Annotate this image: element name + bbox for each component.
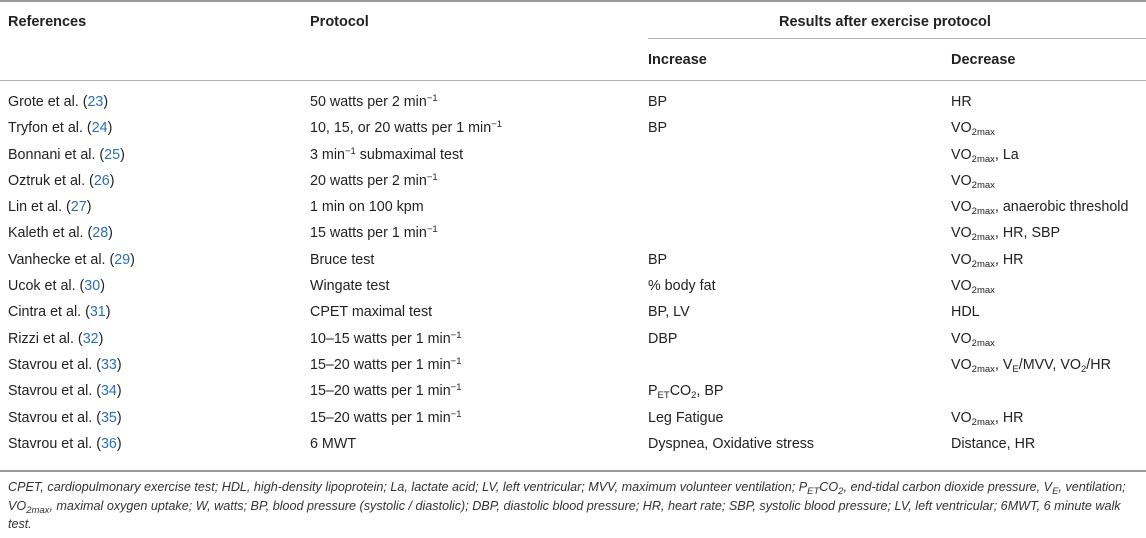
decrease-cell	[951, 120, 995, 139]
decrease-text: VO	[951, 146, 972, 163]
reference-cell	[8, 436, 122, 452]
table-row	[0, 408, 1146, 434]
reference-close: )	[103, 94, 109, 110]
increase-text: % body fat	[648, 278, 716, 295]
table-footnote	[8, 478, 1142, 534]
decrease-cell	[951, 225, 1061, 244]
reference-close: )	[100, 278, 105, 295]
reference-link[interactable]: 33	[100, 356, 117, 373]
reference-author: Grote et al. (	[8, 94, 88, 110]
reference-close: )	[108, 225, 113, 242]
protocol-text: Bruce test	[310, 251, 375, 268]
footnote-text: , ventilation; VO	[8, 480, 1126, 513]
increase-text: BP	[648, 251, 668, 268]
reference-cell	[8, 173, 114, 189]
increase-text: BP, LV	[648, 304, 690, 321]
reference-author: Stavrou et al. (	[8, 409, 101, 426]
reference-cell	[8, 410, 122, 426]
decrease-text-after: , HR	[994, 409, 1024, 426]
decrease-subscript: 2max	[971, 363, 995, 375]
protocol-cell	[310, 120, 502, 136]
reference-close: )	[116, 435, 122, 452]
header-references: References	[8, 14, 87, 30]
reference-author: Stavrou et al. (	[8, 356, 101, 373]
reference-link[interactable]: 31	[89, 304, 106, 321]
reference-close: )	[120, 146, 125, 163]
header-increase: Increase	[648, 52, 707, 68]
decrease-text-after: /MVV, VO	[1018, 356, 1081, 373]
decrease-cell	[951, 278, 995, 297]
decrease-text-after: , La	[994, 146, 1019, 163]
decrease-subscript: 2max	[971, 153, 995, 165]
reference-link[interactable]: 27	[70, 199, 87, 216]
table-row	[0, 355, 1146, 381]
protocol-text: 10, 15, or 20 watts per 1 min	[310, 120, 492, 137]
table-row	[0, 434, 1146, 460]
protocol-text: 15 watts per 1 min	[310, 225, 427, 242]
protocol-superscript: −1	[344, 145, 356, 157]
protocol-cell	[310, 304, 432, 320]
decrease-cell	[951, 173, 995, 189]
reference-author: Cintra et al. (	[8, 304, 90, 321]
reference-close: )	[116, 409, 122, 426]
table-row	[0, 92, 1146, 118]
increase-cell	[648, 94, 667, 110]
reference-author: Tryfon et al. (	[8, 120, 92, 137]
reference-close: )	[109, 172, 115, 189]
protocol-superscript: −1	[450, 355, 462, 367]
reference-close: )	[116, 383, 122, 400]
protocol-cell	[310, 331, 462, 347]
increase-text-after: CO	[669, 383, 692, 400]
decrease-text: VO	[951, 251, 972, 268]
reference-cell	[8, 331, 103, 347]
decrease-text: Distance, HR	[951, 435, 1036, 452]
decrease-cell	[951, 436, 1035, 452]
increase-cell	[648, 383, 724, 402]
decrease-cell	[951, 252, 1024, 268]
reference-link[interactable]: 32	[82, 330, 99, 347]
reference-link[interactable]: 25	[104, 146, 121, 163]
protocol-cell	[310, 147, 463, 163]
reference-author: Lin et al. (	[8, 199, 71, 216]
footnote-sub: ET	[807, 486, 820, 497]
decrease-subscript: 2max	[971, 179, 995, 191]
table-row	[0, 171, 1146, 197]
protocol-superscript: −1	[426, 224, 438, 236]
protocol-text-after: submaximal test	[355, 146, 464, 163]
increase-subscript: ET	[657, 390, 670, 402]
protocol-cell	[310, 383, 462, 399]
footnote-sub: 2max	[26, 504, 50, 516]
decrease-subscript: 2max	[971, 416, 995, 428]
reference-author: Bonnani et al. (	[8, 146, 105, 163]
protocol-text: 15–20 watts per 1 min	[310, 356, 451, 373]
increase-cell	[648, 410, 724, 426]
decrease-subscript: 2max	[971, 337, 995, 349]
decrease-cell	[951, 410, 1024, 426]
reference-link[interactable]: 23	[87, 94, 104, 110]
reference-cell	[8, 304, 111, 320]
reference-cell	[8, 278, 105, 294]
footnote-sub: E	[1052, 486, 1059, 497]
reference-author: Stavrou et al. (	[8, 383, 101, 400]
protocol-cell	[310, 199, 424, 215]
increase-cell	[648, 120, 667, 136]
top-rule	[0, 0, 1146, 2]
increase-text: P	[648, 383, 658, 400]
footnote-sub: 2	[838, 486, 844, 497]
decrease-subscript: 2max	[971, 258, 995, 270]
header-decrease: Decrease	[951, 52, 1016, 68]
reference-author: Oztruk et al. (	[8, 172, 94, 189]
decrease-text: VO	[951, 199, 972, 216]
protocol-superscript: −1	[450, 408, 462, 420]
decrease-text: HDL	[951, 304, 980, 321]
table-row	[0, 145, 1146, 171]
protocol-text: Wingate test	[310, 278, 390, 295]
protocol-superscript: −1	[426, 93, 438, 104]
table-row	[0, 381, 1146, 407]
table-row	[0, 276, 1146, 302]
decrease-subscript: 2	[1080, 363, 1087, 375]
reference-link[interactable]: 24	[91, 120, 108, 137]
decrease-text: VO	[951, 172, 972, 189]
table-row	[0, 223, 1146, 249]
reference-close: )	[86, 199, 92, 216]
reference-cell	[8, 225, 113, 241]
reference-close: )	[105, 304, 111, 321]
increase-cell	[648, 331, 677, 347]
protocol-cell	[310, 410, 462, 426]
reference-author: Kaleth et al. (	[8, 225, 93, 242]
table-row	[0, 197, 1146, 223]
increase-subscript: 2	[691, 390, 697, 402]
reference-link[interactable]: 34	[100, 383, 117, 400]
decrease-cell	[951, 199, 1129, 218]
protocol-text: 15–20 watts per 1 min	[310, 409, 451, 426]
protocol-text: 15–20 watts per 1 min	[310, 383, 451, 400]
protocol-text: 3 min	[310, 146, 345, 163]
decrease-subscript: 2max	[971, 232, 995, 244]
reference-cell	[8, 199, 91, 215]
reference-link[interactable]: 29	[114, 251, 131, 268]
header-protocol: Protocol	[310, 14, 369, 30]
table-row	[0, 302, 1146, 328]
protocol-text: 1 min on 100 kpm	[310, 199, 424, 216]
increase-text-after: , BP	[696, 383, 724, 400]
decrease-text-after: , HR, SBP	[994, 225, 1061, 242]
increase-text: BP	[648, 94, 668, 110]
increase-text: Leg Fatigue	[648, 409, 724, 426]
table-row	[0, 329, 1146, 355]
protocol-cell	[310, 357, 462, 373]
decrease-text: VO	[951, 278, 972, 295]
reference-cell	[8, 94, 108, 110]
reference-cell	[8, 147, 125, 163]
decrease-cell	[951, 331, 995, 347]
footnote-text: , end-tidal carbon dioxide pressure, V	[843, 480, 1053, 494]
protocol-text: 10–15 watts per 1 min	[310, 330, 451, 347]
table-row	[0, 118, 1146, 144]
decrease-text: VO	[951, 120, 972, 137]
protocol-text: 6 MWT	[310, 435, 357, 452]
protocol-cell	[310, 278, 389, 294]
header-rule	[0, 80, 1146, 81]
increase-text: DBP	[648, 330, 678, 347]
decrease-text: VO	[951, 225, 972, 242]
protocol-text: 50 watts per 2 min	[310, 94, 427, 110]
protocol-superscript: −1	[426, 171, 438, 183]
reference-close: )	[116, 356, 122, 373]
reference-author: Rizzi et al. (	[8, 330, 83, 347]
reference-cell	[8, 252, 135, 268]
reference-cell	[8, 357, 122, 373]
reference-close: )	[130, 251, 135, 268]
table-body	[0, 92, 1146, 460]
protocol-superscript: −1	[450, 329, 462, 341]
increase-cell	[648, 436, 814, 452]
increase-text: BP	[648, 120, 668, 137]
protocol-superscript: −1	[491, 119, 503, 131]
protocol-text: CPET maximal test	[310, 304, 433, 321]
protocol-text: 20 watts per 2 min	[310, 172, 427, 189]
reference-cell	[8, 120, 112, 136]
reference-link[interactable]: 26	[93, 172, 110, 189]
reference-author: Stavrou et al. (	[8, 435, 101, 452]
decrease-text: HR	[951, 94, 972, 110]
decrease-cell	[951, 147, 1019, 163]
protocol-superscript: −1	[450, 382, 462, 394]
decrease-text-after: , HR	[994, 251, 1024, 268]
increase-cell	[648, 252, 667, 268]
decrease-cell	[951, 304, 980, 320]
protocol-cell	[310, 173, 438, 189]
reference-author: Vanhecke et al. (	[8, 251, 115, 268]
protocol-cell	[310, 436, 356, 452]
decrease-cell	[951, 357, 1111, 373]
decrease-subscript: 2max	[971, 206, 995, 218]
footnote-text: , maximal oxygen uptake; W, watts; BP, blood pressure (systolic / diastolic); DBP, diastolic blood pressure; HR, heart rate; SBP, systolic blood pressure; LV, left ventricular; 6MWT, 6 minute walk test.	[8, 498, 1121, 531]
increase-cell	[648, 304, 690, 320]
reference-link[interactable]: 35	[100, 409, 117, 426]
bottom-rule	[0, 470, 1146, 472]
reference-link[interactable]: 36	[100, 435, 117, 452]
decrease-subscript: 2max	[971, 127, 995, 139]
protocol-cell	[310, 225, 438, 241]
reference-close: )	[107, 120, 113, 137]
protocol-cell	[310, 252, 374, 268]
reference-link[interactable]: 28	[92, 225, 109, 242]
decrease-subscript: 2max	[971, 285, 995, 297]
decrease-text-after: , V	[994, 356, 1013, 373]
decrease-cell	[951, 94, 972, 110]
decrease-text: VO	[951, 356, 972, 373]
increase-text: Dyspnea, Oxidative stress	[648, 435, 815, 452]
increase-cell	[648, 278, 716, 294]
decrease-text: VO	[951, 330, 972, 347]
decrease-text-after: /HR	[1086, 356, 1111, 373]
reference-cell	[8, 383, 122, 399]
decrease-text-after: , anaerobic threshold	[994, 199, 1129, 216]
decrease-subscript: E	[1012, 363, 1019, 375]
header-results: Results after exercise protocol	[779, 14, 991, 30]
protocol-cell	[310, 94, 438, 110]
reference-close: )	[98, 330, 104, 347]
footnote-text: CPET, cardiopulmonary exercise test; HDL, high-density lipoprotein; La, lactate acid; LV, left ventricular; MVV, maximum volunteer ventilation; P	[8, 480, 808, 494]
results-subheader-rule	[648, 38, 1146, 39]
reference-author: Ucok et al. (	[8, 278, 85, 295]
footnote-text: CO	[819, 480, 839, 494]
table-row	[0, 250, 1146, 276]
reference-link[interactable]: 30	[84, 278, 101, 295]
decrease-text: VO	[951, 409, 972, 426]
